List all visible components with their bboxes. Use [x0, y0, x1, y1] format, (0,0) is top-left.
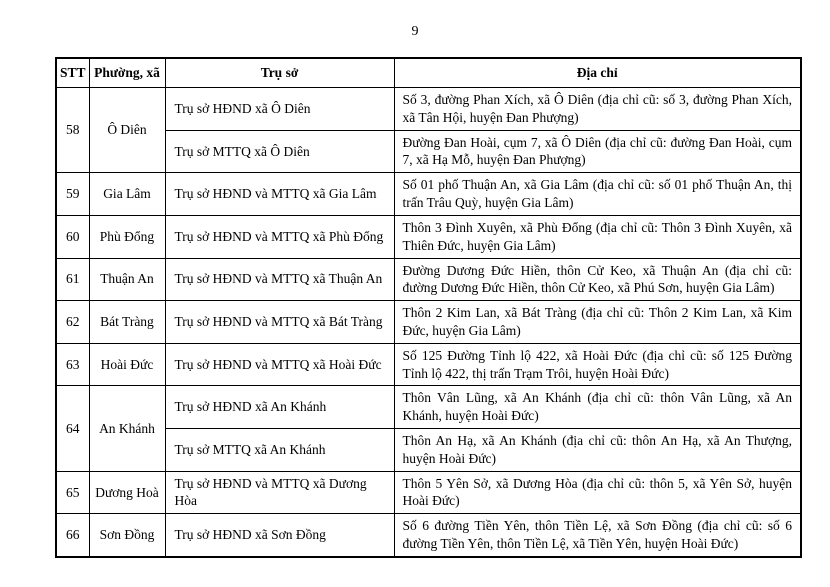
table-row — [56, 386, 801, 429]
table-row — [56, 514, 801, 557]
office-cell: Trụ sở HĐND xã Sơn Đồng — [165, 514, 394, 557]
table-row — [56, 301, 801, 344]
address-cell: Thôn 5 Yên Sở, xã Dương Hòa (địa chỉ cũ: thôn 5, xã Yên Sở, huyện Hoài Đức) — [394, 471, 801, 514]
stt-cell: 66 — [56, 514, 89, 557]
ward-cell: Hoài Đức — [89, 343, 165, 386]
stt-cell: 58 — [56, 88, 89, 173]
address-cell: Đường Đan Hoài, cụm 7, xã Ô Diên (địa chỉ cũ: đường Đan Hoài, cụm 7, xã Hạ Mỗ, huyện Đan Phượng) — [394, 130, 801, 173]
table-body — [56, 88, 801, 557]
table-row — [56, 130, 801, 173]
ward-cell: Bát Tràng — [89, 301, 165, 344]
ward-cell: Sơn Đồng — [89, 514, 165, 557]
stt-cell: 63 — [56, 343, 89, 386]
header-address: Địa chỉ — [394, 58, 801, 88]
ward-cell: Dương Hoà — [89, 471, 165, 514]
address-cell: Số 01 phố Thuận An, xã Gia Lâm (địa chỉ cũ: số 01 phố Thuận An, thị trấn Trâu Quỳ, huyện Gia Lâm) — [394, 173, 801, 216]
stt-cell: 62 — [56, 301, 89, 344]
table-row — [56, 258, 801, 301]
address-cell: Số 6 đường Tiền Yên, thôn Tiền Lệ, xã Sơn Đồng (địa chỉ cũ: số 6 đường Tiền Yên, thôn Tiền Lệ, xã Tiền Yên, huyện Hoài Đức) — [394, 514, 801, 557]
table-row — [56, 343, 801, 386]
office-cell: Trụ sở HĐND xã Ô Diên — [165, 88, 394, 131]
ward-cell: An Khánh — [89, 386, 165, 471]
address-cell: Số 3, đường Phan Xích, xã Ô Diên (địa chỉ cũ: số 3, đường Phan Xích, xã Tân Hội, huyện Đan Phượng) — [394, 88, 801, 131]
address-cell: Thôn 2 Kim Lan, xã Bát Tràng (địa chỉ cũ: Thôn 2 Kim Lan, xã Kim Đức, huyện Gia Lâm) — [394, 301, 801, 344]
table-row — [56, 471, 801, 514]
office-cell: Trụ sở HĐND và MTTQ xã Hoài Đức — [165, 343, 394, 386]
office-cell: Trụ sở HĐND và MTTQ xã Thuận An — [165, 258, 394, 301]
office-cell: Trụ sở HĐND và MTTQ xã Phù Đổng — [165, 215, 394, 258]
office-cell: Trụ sở HĐND và MTTQ xã Gia Lâm — [165, 173, 394, 216]
page-number: 9 — [411, 24, 419, 39]
ward-cell: Gia Lâm — [89, 173, 165, 216]
address-cell: Thôn An Hạ, xã An Khánh (địa chỉ cũ: thôn An Hạ, xã An Thượng, huyện Hoài Đức) — [394, 429, 801, 472]
office-cell: Trụ sở MTTQ xã An Khánh — [165, 429, 394, 472]
table-row — [56, 173, 801, 216]
office-cell: Trụ sở MTTQ xã Ô Diên — [165, 130, 394, 173]
address-cell: Số 125 Đường Tỉnh lộ 422, xã Hoài Đức (địa chỉ cũ: số 125 Đường Tỉnh lộ 422, thị trấn Trạm Trôi, huyện Hoài Đức) — [394, 343, 801, 386]
address-cell: Đường Dương Đức Hiền, thôn Cử Keo, xã Thuận An (địa chỉ cũ: đường Dương Đức Hiền, thôn Cử Keo, xã Phú Sơn, huyện Gia Lâm) — [394, 258, 801, 301]
header-office: Trụ sở — [165, 58, 394, 88]
table-header-row — [56, 58, 801, 88]
ward-cell: Thuận An — [89, 258, 165, 301]
ward-cell: Phù Đổng — [89, 215, 165, 258]
stt-cell: 64 — [56, 386, 89, 471]
stt-cell: 61 — [56, 258, 89, 301]
office-address-table — [55, 57, 802, 558]
address-cell: Thôn Vân Lũng, xã An Khánh (địa chỉ cũ: thôn Vân Lũng, xã An Khánh, huyện Hoài Đức) — [394, 386, 801, 429]
stt-cell: 60 — [56, 215, 89, 258]
table-row — [56, 429, 801, 472]
office-cell: Trụ sở HĐND xã An Khánh — [165, 386, 394, 429]
address-cell: Thôn 3 Đình Xuyên, xã Phù Đổng (địa chỉ cũ: Thôn 3 Đình Xuyên, xã Thiên Đức, huyện Gia Lâm) — [394, 215, 801, 258]
office-cell: Trụ sở HĐND và MTTQ xã Bát Tràng — [165, 301, 394, 344]
stt-cell: 59 — [56, 173, 89, 216]
header-stt: STT — [56, 58, 89, 88]
office-cell: Trụ sở HĐND và MTTQ xã Dương Hòa — [165, 471, 394, 514]
stt-cell: 65 — [56, 471, 89, 514]
table-row — [56, 88, 801, 131]
ward-cell: Ô Diên — [89, 88, 165, 173]
header-ward: Phường, xã — [89, 58, 165, 88]
table-row — [56, 215, 801, 258]
